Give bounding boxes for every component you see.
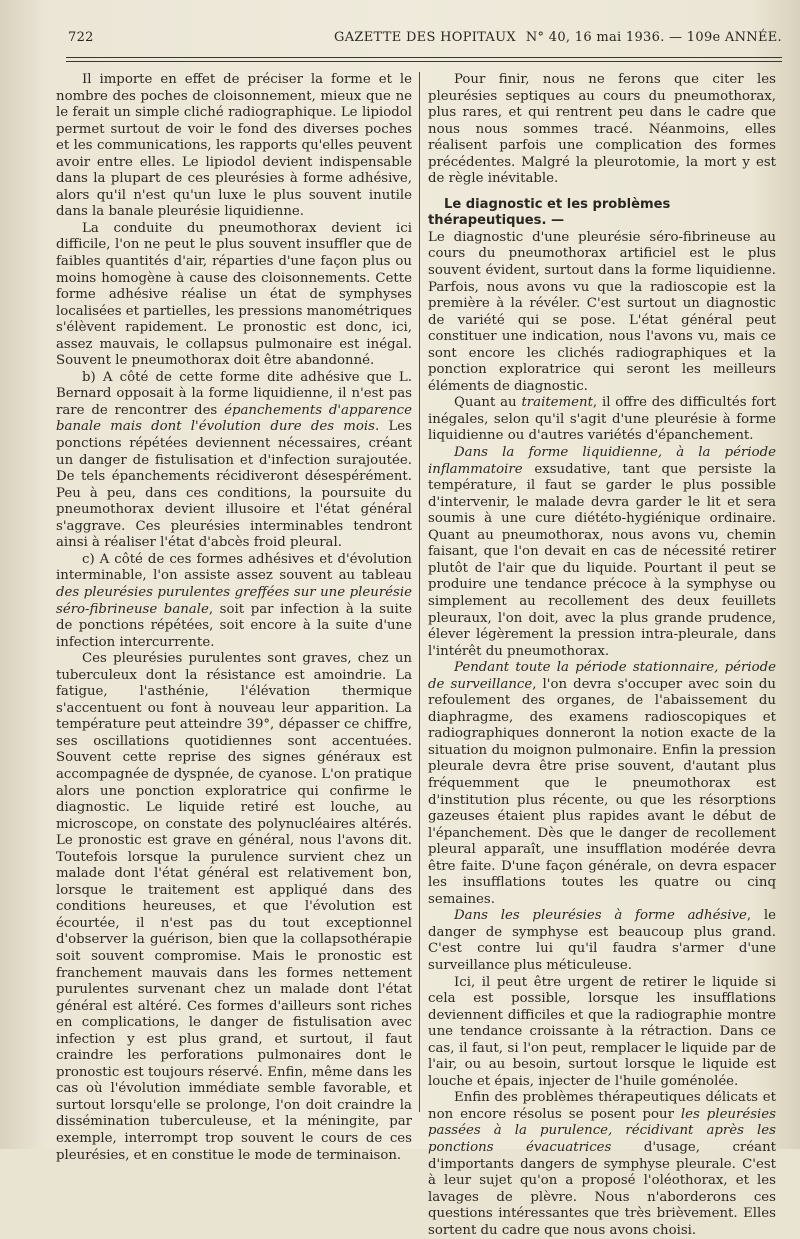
journal-name: GAZETTE DES HOPITAUX [334,30,516,45]
text-run: c) A côté de ces formes adhésives et d'évolution interminable, l'on assiste assez souvent au tableau [56,551,412,584]
paragraph [428,908,776,974]
section-heading [428,197,776,230]
column-divider [419,72,420,1112]
right-column [428,72,776,1239]
paragraph [428,975,776,1091]
text-run: Il importe en effet de préciser la forme et le nombre des poches de cloisonnement, mieux que ne le ferait un simple cliché radiographique. Le lipiodol permet surtout de voir le fond des diverses poches et les communications, les rapports qu'elles peuvent avoir entre elles. Le lipiodol devient indispensable dans la plupart de ces pleurésies à forme adhésive, alors qu'il n'est qu'un luxe le plus souvent inutile dans la banale pleurésie liquidienne. [56,72,412,220]
text-run: Pour finir, nous ne ferons que citer les pleurésies septiques au cours du pneumothorax, plus rares, et qui rentrent peu dans le cadre que nous nous sommes tracé. Néanmoins, elles réalisent parfois une complication des formes précédentes. Malgré la pleurotomie, la mort y est de règle inévitable. [428,72,776,187]
text-run: Ici, il peut être urgent de retirer le liquide si cela est possible, lorsque les insufflations deviennent difficiles et que la radiographie montre une tendance croissante à la rétraction. Dans ce cas, il faut, si l'on peut, remplacer le liquide par de l'air, ou au besoin, surtout lorsque le liquide est louche et épais, injecter de l'huile goménolée. [428,974,776,1089]
paragraph [428,230,776,395]
italic-text: Dans la forme liquidienne, à la période inflammatoire [428,445,776,477]
italic-text: traitement [521,395,593,411]
text-run: Le diagnostic et les problèmes thérapeutiques. — [428,196,671,229]
text-run: d'usage, créant d'importants dangers de symphyse pleurale. C'est à leur sujet qu'on a proposé l'oléothorax, et les lavages de plèvre. Nous n'aborderons ces questions intéressantes que très brièvement. Elles sortent du cadre que nous avons choisi. [428,1140,776,1238]
paragraph [56,552,412,651]
paragraph [428,445,776,660]
text-run: Enfin des problèmes thérapeutiques délicats et non encore résolus se posent pour [428,1090,776,1122]
running-header [68,30,782,52]
text-run: exsudative, tant que persiste la température, il faut se garder le plus possible d'intervenir, le malade devra garder le lit et sera soumis à une cure diététo-hygiénique ordinaire. Quant au pneumothorax, nous avons vu, chemin faisant, que l'on devait en cas de nécessité retirer plutôt de l'air que du liquide. Pourtant il peut se produire une tendance précoce à la symphyse ou simplement au recollement des deux feuillets pleuraux, l'on doit, avec la plus grande prudence, élever légèrement la pression intra-pleurale, dans l'intérêt du pneumothorax. [428,461,776,659]
text-run: . Les ponctions répétées deviennent nécessaires, créant un danger de fistulisation et d'infection surajoutée. De tels épanchements récidiveront désespérément. Peu à peu, dans ces conditions, la poursuite du pneumothorax devient illusoire et l'état général s'aggrave. Ces pleurésies interminables tendront ainsi à réaliser l'état d'abcès froid pleural. [56,419,413,551]
paragraph [56,72,412,221]
header-rule-thin [66,61,782,62]
text-run: b) A côté de cette forme dite adhésive que L. Bernard opposait à la forme liquidienne, il n'est pas rare de rencontrer des [56,369,412,418]
italic-text: des pleurésies purulentes greffées sur une pleurésie séro-fibrineuse banale [56,584,412,617]
paragraph [428,72,776,188]
text-run: Quant au [454,395,522,411]
paragraph [428,1090,776,1239]
paragraph [56,370,412,552]
text-run: , l'on devra s'occuper avec soin du refoulement des organes, de l'abaissement du diaphragme, des examens radioscopiques et radiographiques donneront la notion exacte de la situation du moignon pulmonaire. Enfin la pression pleurale devra être prise souvent, d'autant plus fréquemment que le pneumothorax est d'institution plus récente, ou que les résorptions gazeuses étaient plus rapides avant le début de l'épanchement. Dès que le danger de recollement pleural apparaît, une insufflation modérée devra être faite. D'une façon générale, on devra espacer les insufflations toutes les quatre ou cinq semaines. [428,676,776,907]
text-run: , il offre des difficultés fort inégales, selon qu'il s'agit d'une pleurésie à forme liquidienne ou d'autres variétés d'épanchement. [428,395,777,444]
paragraph [428,660,776,908]
paragraph [56,221,412,370]
text-run: La conduite du pneumothorax devient ici difficile, l'on ne peut le plus souvent insuffler que de faibles quantités d'air, réparties d'une façon plus ou moins homogène à cause des cloisonnements. Cette forme adhésive réalise un état de symphyses localisées et partielles, les pressions manométriques s'élèvent rapidement. Le pronostic est donc, ici, assez mauvais, le collapsus pulmonaire est inégal. Souvent le pneumothorax doit être abandonné. [56,220,412,369]
page-number: 722 [68,30,94,45]
text-run: Ces pleurésies purulentes sont graves, chez un tuberculeux dont la résistance est amoindrie. La fatigue, l'asthénie, l'élévation thermique s'accentuent ou font à nouveau leur apparition. La température peut atteindre 39°, dépasser ce chiffre, ses oscillations quotidiennes sont accentuées. Souvent cette reprise des signes généraux est accompagnée de dyspnée, de cyanose. L'on pratique alors une ponction exploratrice qui confirme le diagnostic. Le liquide retiré est louche, au microscope, on constate des polynucléaires altérés. Le pronostic est grave en général, nous l'avons dit. Toutefois lorsque la purulence survient chez un malade dont l'état général est relativement bon, lorsque le traitement est appliqué dans des conditions heureuses, et que l'évolution est écourtée, il n'est pas du tout exceptionnel d'observer la guérison, bien que la collapsothérapie soit souvent compromise. Mais le pronostic est franchement mauvais dans les formes nettement purulentes survenant chez un malade dont l'état général est altéré. Ces formes d'ailleurs sont riches en complications, le danger de fistulisation avec infection y est plus grand, et surtout, il faut craindre les perforations pulmonaires dont le pronostic est toujours réservé. Enfin, même dans les cas où l'évolution immédiate semble favorable, et surtout lorsqu'elle se prolonge, l'on doit craindre la dissémination tuberculeuse, et la méningite, par exemple, interrompt trop souvent le cours de ces pleurésies, et en constitue le mode de terminaison. [56,651,412,1163]
paragraph [428,395,776,445]
text-run: , le danger de symphyse est beaucoup plus grand. C'est contre lui qu'il faudra s'armer d'une surveillance plus méticuleuse. [428,908,777,973]
italic-text: les pleurésies passées à la purulence, récidivant après les ponctions évacuatrices [428,1106,776,1155]
text-run: Le diagnostic d'une pleurésie séro-fibrineuse au cours du pneumothorax artificiel est le plus souvent évident, surtout dans la forme liquidienne. Parfois, nous avons vu que la radioscopie est la première à la révéler. C'est surtout un diagnostic de variété qui se pose. L'état général peut constituer une indication, nous l'avons vu, mais ce sont encore les clichés radiographiques et la ponction exploratrice qui seront les meilleurs éléments de diagnostic. [428,229,776,394]
paragraph [56,651,412,1164]
left-column [56,72,412,1164]
italic-text: Dans les pleurésies à forme adhésive [454,908,747,924]
header-rule-thick [66,57,782,58]
italic-text: Pendant toute la période stationnaire, période de surveillance [428,660,776,692]
italic-text: épanchements d'apparence banale mais dont l'évolution dure des mois [56,402,413,435]
text-run: , soit par infection à la suite de ponctions répétées, soit encore à la suite d'une infection intercurrente. [56,601,412,650]
issue-info: N° 40, 16 mai 1936. — 109e ANNÉE. [525,30,782,45]
